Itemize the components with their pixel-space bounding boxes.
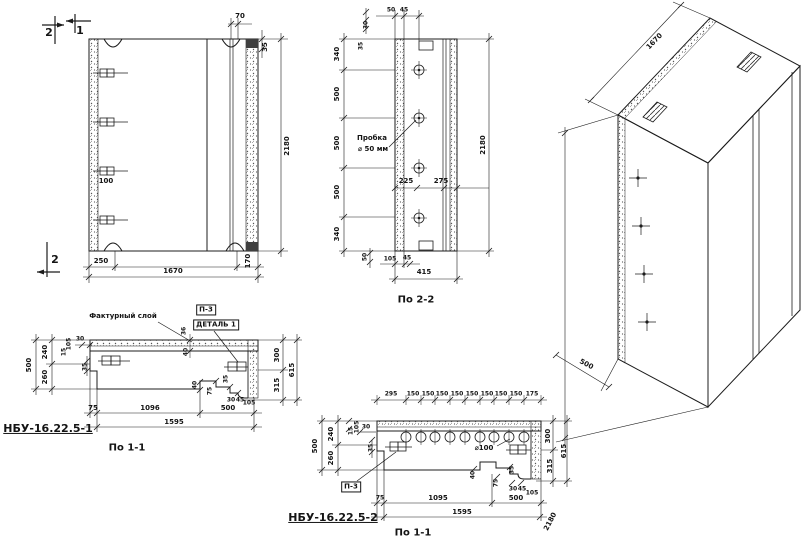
dim-label: 340 (333, 46, 342, 62)
cut-mark-1-top: 1 (76, 23, 84, 37)
detail-callout-detail1: ДЕТАЛЬ 1 (193, 319, 239, 330)
dim-label: 40 (469, 470, 477, 480)
dim-label: 150 (450, 390, 464, 398)
dim-label-bottom-left: 75 (88, 404, 98, 413)
dim-label: 105 (383, 255, 397, 263)
isometric-view (553, 2, 800, 448)
part-mark: НБУ-16.22.5-1 (3, 421, 93, 435)
dim-label: 500 (333, 86, 342, 102)
dim-label-bottom-mid: 1095 (428, 494, 448, 503)
dim-label-width-right: 170 (244, 253, 253, 269)
part-mark: НБУ-16.22.5-2 (288, 510, 378, 524)
dim-label-left-total: 500 (311, 438, 320, 454)
dim-label-top-right-side: 35 (261, 42, 270, 52)
dim-label-top-small: 70 (235, 12, 245, 21)
dim-label-hole-spacing: 100 (98, 177, 114, 186)
dim-label-right-top: 300 (273, 347, 282, 363)
dim-label: 105 (353, 420, 361, 434)
dim-label: 150 (509, 390, 523, 398)
section-cut-marks (37, 14, 91, 277)
dim-label-right-total: 615 (560, 443, 569, 459)
detail-callout-p3: П-3 (196, 304, 216, 315)
dim-label: 150 (480, 390, 494, 398)
dim-label: 75 (492, 478, 500, 488)
dim-label-width-total: 1670 (163, 267, 183, 276)
plug-crosses (629, 169, 656, 331)
dim-label: 150 (421, 390, 435, 398)
dim-label: 35 (357, 41, 365, 51)
dim-label-bottom-right: 500 (220, 404, 236, 413)
dim-label: 35 (81, 362, 89, 372)
dim-label-depth: 500 (578, 357, 595, 372)
dim-label-width-total: 415 (416, 268, 432, 277)
dim-label-bottom-total: 1595 (452, 508, 472, 517)
dim-label: 30 (361, 423, 371, 431)
detail-callout-p3: П-3 (341, 481, 361, 492)
dim-label-mid-right: 275 (433, 177, 449, 186)
dim-label-bottom-left: 75 (375, 494, 385, 502)
dim-label: 30 (508, 485, 518, 493)
dim-label-36: 36 (180, 326, 188, 336)
dim-label-bottom-total: 1595 (164, 418, 184, 427)
dim-label-left-top: 240 (41, 344, 50, 360)
dim-label-left-top: 240 (327, 426, 336, 442)
plug-holes (411, 61, 427, 227)
dim-label: 50 (386, 6, 396, 14)
dim-label: 500 (333, 135, 342, 151)
dim-label: 500 (333, 184, 342, 200)
lifting-void (643, 102, 667, 122)
elevation-view (37, 14, 288, 283)
dim-label: 150 (465, 390, 479, 398)
dim-label: 295 (384, 390, 398, 398)
dim-label-height: 2180 (283, 136, 292, 156)
dim-label: 15 (60, 347, 68, 357)
dim-label: 150 (435, 390, 449, 398)
plug-symbols (98, 356, 248, 371)
dim-label: 45 (399, 6, 409, 14)
dim-label: 175 (525, 390, 539, 398)
dim-label: 30 (226, 396, 236, 404)
dim-label-length: 1670 (644, 31, 665, 52)
dim-label-width-left: 250 (93, 257, 109, 266)
dim-label-bottom-mid: 1096 (140, 404, 160, 413)
isometric-dims (553, 2, 710, 448)
dim-label-right-bottom: 315 (273, 377, 282, 393)
dim-label-40: 40 (182, 347, 190, 357)
dim-label-left-total: 500 (25, 357, 34, 373)
plug-callout-line1: Пробка (356, 134, 388, 143)
dim-label: 75 (206, 386, 214, 396)
dim-label: 150 (406, 390, 420, 398)
section-title: По 1-1 (394, 527, 432, 539)
hole-diameter-callout: ⌀100 (474, 444, 494, 453)
dim-label: 340 (333, 226, 342, 242)
dim-label: 45 (402, 254, 412, 262)
dim-label-bottom-right: 500 (508, 494, 524, 503)
dim-label: 40 (191, 380, 199, 390)
cut-mark-2-top: 2 (45, 25, 53, 39)
dim-label: 45 (235, 396, 245, 404)
dim-label: 50 (361, 252, 369, 262)
dim-label: 150 (494, 390, 508, 398)
cut-mark-2-bottom: 2 (51, 252, 59, 266)
dim-label-left-bottom: 260 (327, 450, 336, 466)
lifting-void (737, 52, 761, 72)
dim-label-mid-left: 225 (398, 177, 414, 186)
dim-label: 45 (517, 485, 527, 493)
section-title: По 2-2 (397, 294, 435, 306)
finish-layer-callout: Фактурный слой (89, 312, 157, 321)
dim-label: 105 (525, 489, 539, 497)
plug-callout-line2: ⌀ 50 мм (357, 145, 389, 154)
dim-label: 105 (242, 399, 256, 407)
dim-label-right-top: 300 (544, 428, 553, 444)
dim-label: 35 (222, 374, 230, 384)
dim-label-left-bottom: 260 (41, 369, 50, 385)
dim-label: 30 (362, 20, 370, 30)
dim-label: 35 (367, 443, 375, 453)
dim-label-height: 2180 (542, 511, 559, 533)
dim-label-height: 2180 (479, 135, 488, 155)
dim-label: 30 (75, 335, 85, 343)
dim-label: 35 (508, 465, 516, 475)
dim-label: 15 (347, 426, 355, 436)
dim-label-right-total: 615 (288, 362, 297, 378)
dim-label-right-bottom: 315 (546, 458, 555, 474)
section-title: По 1-1 (108, 442, 146, 454)
dim-label: 105 (65, 337, 73, 351)
